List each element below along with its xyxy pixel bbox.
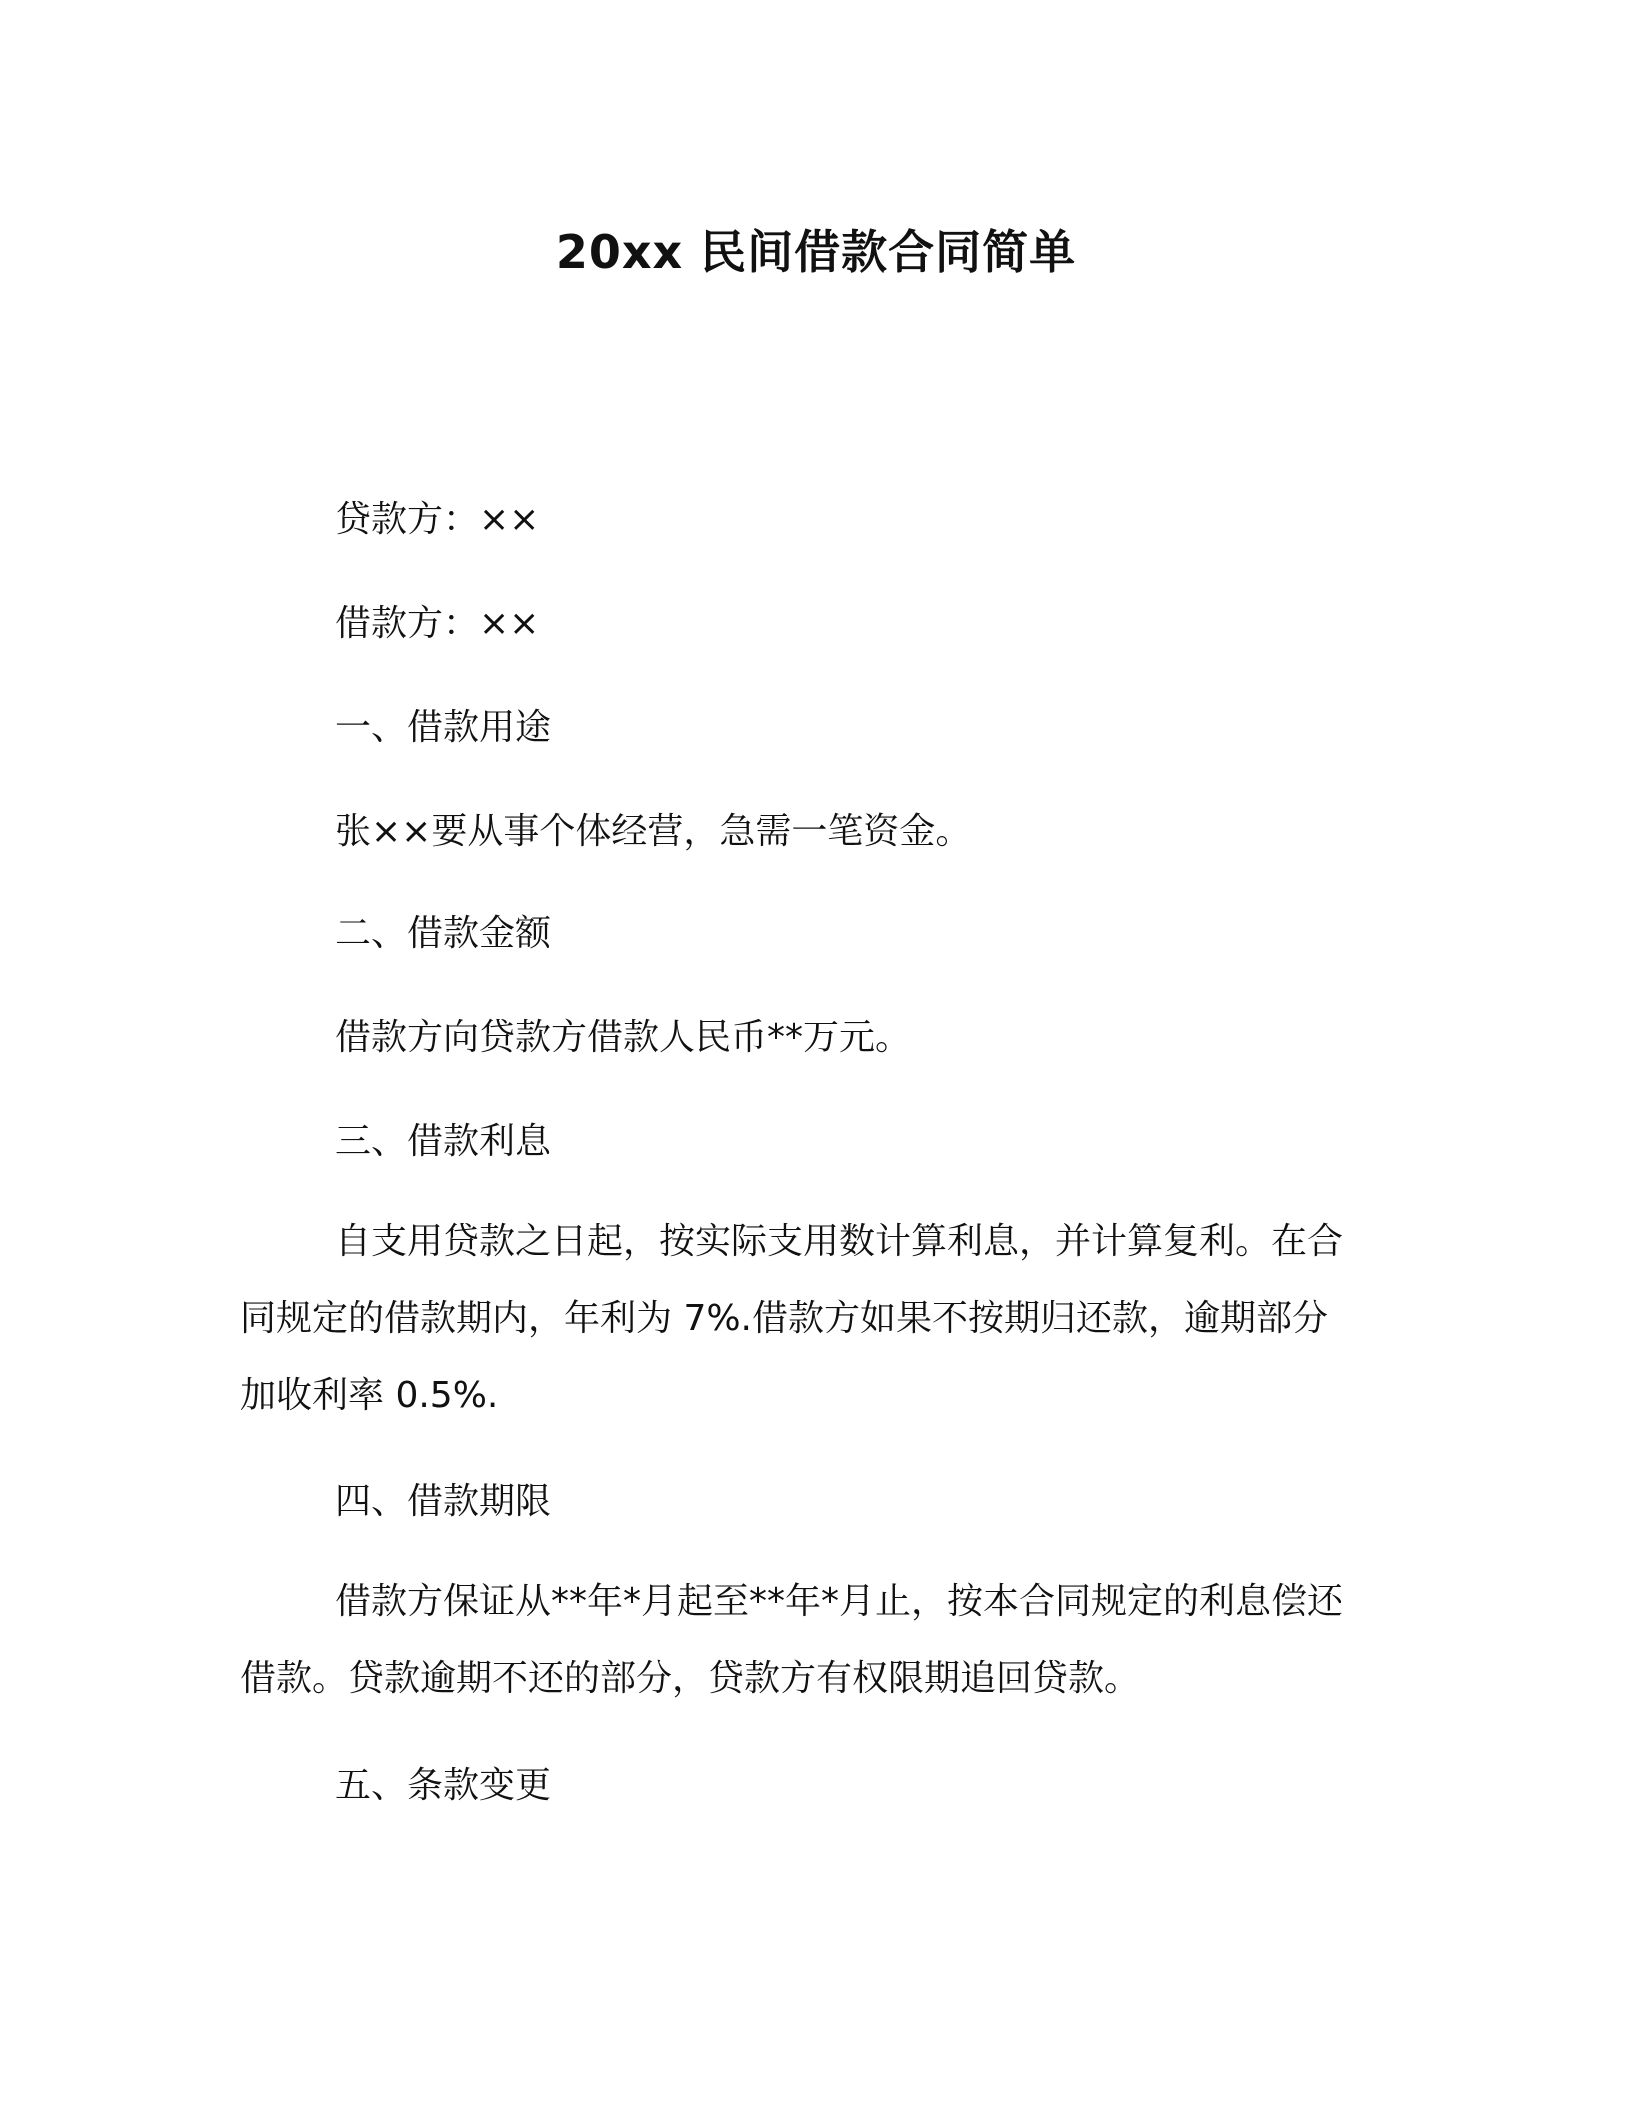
- borrower-line: 借款方：××: [335, 603, 540, 644]
- section-4-body-line-1: 借款方保证从**年*月起至**年*月止，按本合同规定的利息偿还: [335, 1581, 1344, 1622]
- section-4-body-line-2: 借款。贷款逾期不还的部分，贷款方有权限期追回贷款。: [240, 1658, 1141, 1699]
- section-3-body-line-1: 自支用贷款之日起，按实际支用数计算利息，并计算复利。在合: [335, 1221, 1344, 1262]
- section-3-body: [240, 1203, 1390, 1434]
- section-3-heading: 三、借款利息: [335, 1121, 552, 1162]
- section-2-body: 借款方向贷款方借款人民币**万元。: [335, 1017, 912, 1058]
- lender-line: 贷款方：××: [335, 499, 540, 540]
- section-3-body-line-2: 同规定的借款期内，年利为 7%.借款方如果不按期归还款，逾期部分: [240, 1298, 1328, 1339]
- section-2-heading: 二、借款金额: [335, 913, 552, 954]
- section-4-body: [240, 1563, 1390, 1717]
- section-1-body: 张××要从事个体经营，急需一笔资金。: [335, 811, 972, 852]
- section-1-heading: 一、借款用途: [335, 707, 552, 748]
- section-5-heading: 五、条款变更: [335, 1765, 552, 1806]
- section-4-heading: 四、借款期限: [335, 1481, 552, 1522]
- section-3-body-line-3: 加收利率 0.5%.: [240, 1375, 499, 1416]
- document-title: 20xx 民间借款合同简单: [555, 225, 1077, 279]
